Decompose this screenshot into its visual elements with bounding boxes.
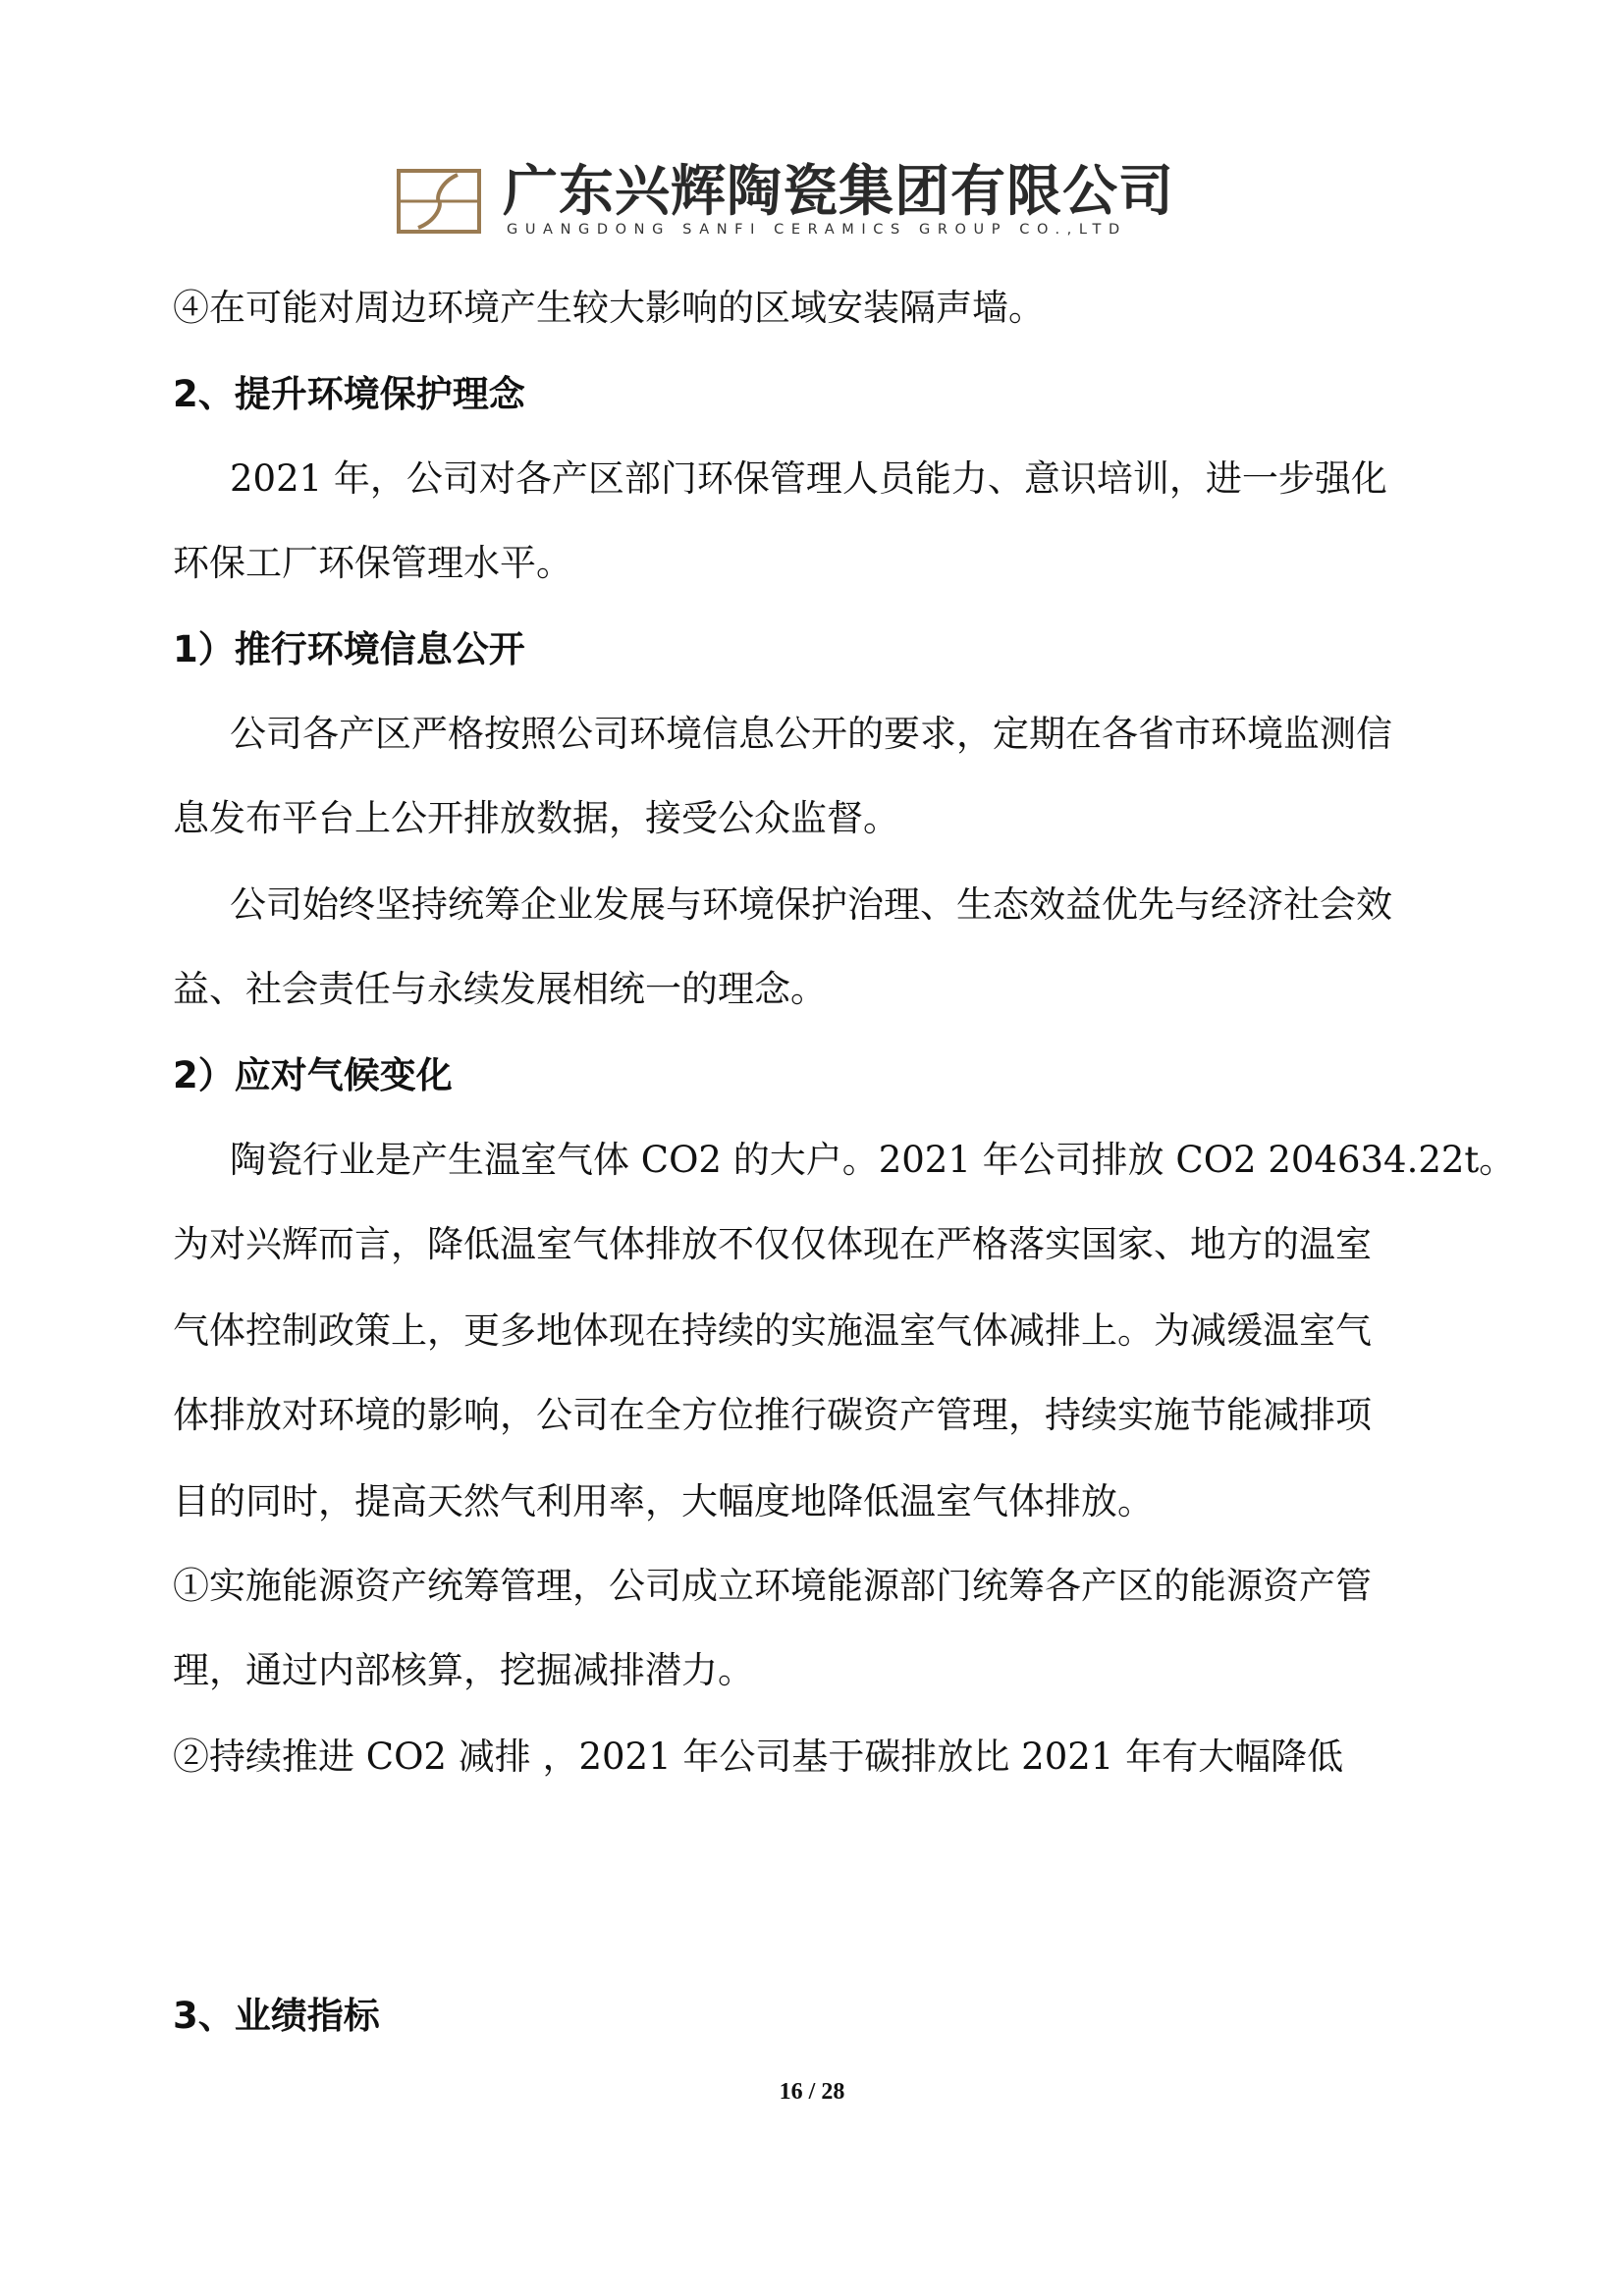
sanfi-logo-icon <box>397 169 481 234</box>
subsection-heading-1: 1）推行环境信息公开 <box>173 628 525 670</box>
list-item-sound-barrier: ④在可能对周边环境产生较大影响的区域安装隔声墙。 <box>173 287 1045 329</box>
paragraph-line: 公司各产区严格按照公司环境信息公开的要求，定期在各省市环境监测信 <box>230 713 1392 755</box>
paragraph-line: 理，通过内部核算，挖掘减排潜力。 <box>173 1649 754 1691</box>
page-header <box>397 160 1251 241</box>
paragraph-line: 益、社会责任与永续发展相统一的理念。 <box>173 968 827 1010</box>
paragraph-line: 息发布平台上公开排放数据，接受公众监督。 <box>173 797 899 839</box>
list-item-co2-reduction: ②持续推进 CO2 减排 ，2021 年公司基于碳排放比 2021 年有大幅降低 <box>173 1735 1344 1778</box>
paragraph-line: 环保工厂环保管理水平。 <box>173 542 572 584</box>
subsection-heading-2: 2）应对气候变化 <box>173 1054 453 1096</box>
paragraph-line: 体排放对环境的影响，公司在全方位推行碳资产管理，持续实施节能减排项 <box>173 1394 1372 1436</box>
page-number: 16 / 28 <box>779 2079 845 2105</box>
paragraph-line: 公司始终坚持统筹企业发展与环境保护治理、生态效益优先与经济社会效 <box>230 883 1392 926</box>
list-item-energy-management: ①实施能源资产统筹管理，公司成立环境能源部门统筹各产区的能源资产管 <box>173 1565 1372 1607</box>
paragraph-line: 为对兴辉而言，降低温室气体排放不仅仅体现在严格落实国家、地方的温室 <box>173 1223 1372 1265</box>
section-heading-3: 3、业绩指标 <box>173 1995 380 2037</box>
paragraph-line: 2021 年，公司对各产区部门环保管理人员能力、意识培训，进一步强化 <box>230 457 1387 500</box>
paragraph-line: 气体控制政策上，更多地体现在持续的实施温室气体减排上。为减缓温室气 <box>173 1309 1372 1352</box>
paragraph-line: 陶瓷行业是产生温室气体 CO2 的大户。2021 年公司排放 CO2 204634.22t。 <box>230 1139 1516 1181</box>
section-heading-2: 2、提升环境保护理念 <box>173 373 525 415</box>
paragraph-line: 目的同时，提高天然气利用率，大幅度地降低温室气体排放。 <box>173 1480 1154 1522</box>
company-name-cn: 广东兴辉陶瓷集团有限公司 <box>503 160 1174 224</box>
company-name-en: GUANGDONG SANFI CERAMICS GROUP CO.,LTD <box>507 222 1127 238</box>
